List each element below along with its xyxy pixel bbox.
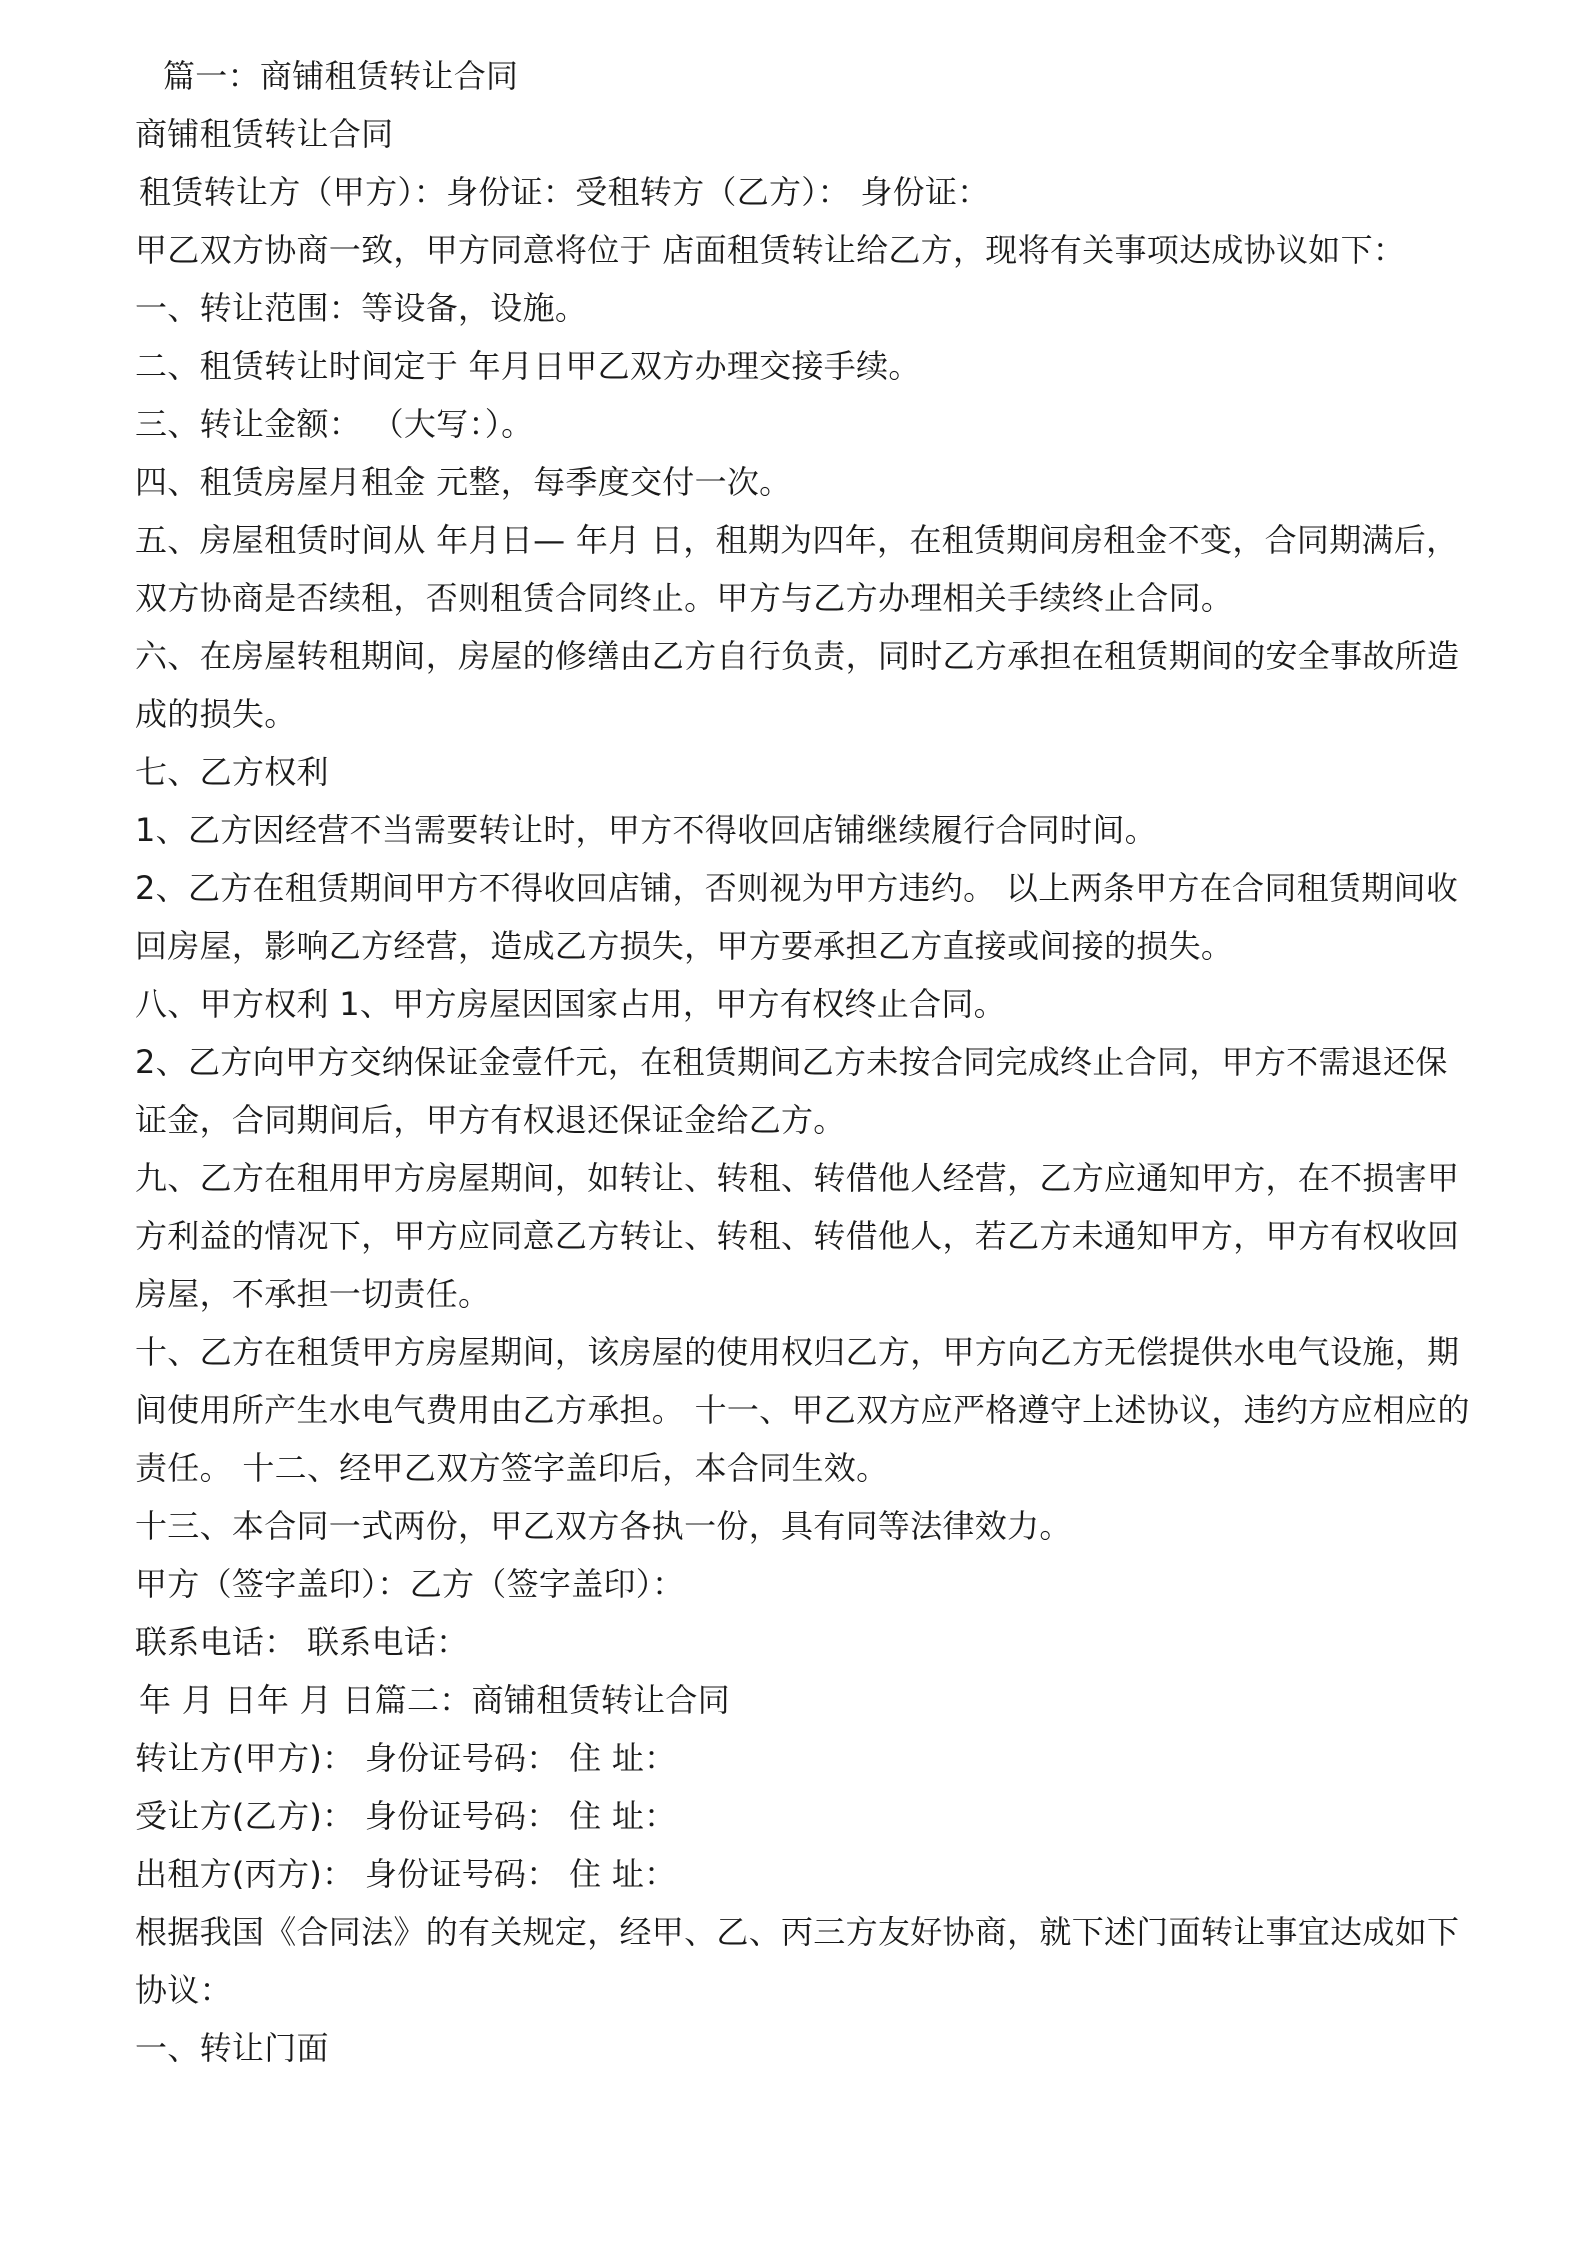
clause-9-cont-2: 房屋，不承担一切责任。: [135, 1275, 491, 1313]
signature-line: 甲方（签字盖印）：乙方（签字盖印）：: [135, 1565, 685, 1603]
clause-10-cont-2: 责任。 十二、经甲乙双方签字盖印后，本合同生效。: [135, 1449, 889, 1487]
clause-1: 一、转让范围：等设备，设施。: [135, 289, 588, 327]
clause-4: 四、租赁房屋月租金 元整，每季度交付一次。: [135, 463, 792, 501]
clause-7-heading: 七、乙方权利: [135, 753, 329, 791]
part-two-clause-1: 一、转让门面: [135, 2029, 329, 2067]
clause-9-cont-1: 方利益的情况下，甲方应同意乙方转让、转租、转借他人，若乙方未通知甲方，甲方有权收回: [135, 1217, 1460, 1255]
preamble: 根据我国《合同法》的有关规定，经甲、乙、丙三方友好协商，就下述门面转让事宜达成如下: [135, 1913, 1460, 1951]
clause-10-cont-1: 间使用所产生水电气费用由乙方承担。 十一、甲乙双方应严格遵守上述协议，违约方应相应的: [135, 1391, 1470, 1429]
parties-line: 租赁转让方（甲方）：身份证：受租转方（乙方）： 身份证：: [139, 173, 990, 211]
clause-8-item-2-cont: 证金，合同期间后，甲方有权退还保证金给乙方。: [135, 1101, 846, 1139]
party-lessor: 出租方(丙方)： 身份证号码： 住 址：: [135, 1855, 677, 1893]
date-and-part-two: 年 月 日年 月 日篇二：商铺租赁转让合同: [139, 1681, 730, 1719]
clause-2: 二、租赁转让时间定于 年月日甲乙双方办理交接手续。: [135, 347, 921, 385]
clause-6-cont: 成的损失。: [135, 695, 297, 733]
party-transferee: 受让方(乙方)： 身份证号码： 住 址：: [135, 1797, 677, 1835]
clause-13: 十三、本合同一式两份，甲乙双方各执一份，具有同等法律效力。: [135, 1507, 1072, 1545]
clause-10: 十、乙方在租赁甲方房屋期间，该房屋的使用权归乙方，甲方向乙方无偿提供水电气设施，期: [135, 1333, 1460, 1371]
text-line: 甲乙双方协商一致，甲方同意将位于 店面租赁转让给乙方，现将有关事项达成协议如下：: [135, 231, 1406, 269]
contract-title: 商铺租赁转让合同: [135, 115, 394, 153]
clause-7-item-1: 1、乙方因经营不当需要转让时，甲方不得收回店铺继续履行合同时间。: [135, 811, 1157, 849]
section-title-part-one: 篇一：商铺租赁转让合同: [163, 57, 519, 95]
phone-line: 联系电话： 联系电话：: [135, 1623, 469, 1661]
clause-9: 九、乙方在租用甲方房屋期间，如转让、转租、转借他人经营，乙方应通知甲方，在不损害甲: [135, 1159, 1460, 1197]
clause-3: 三、转让金额： （大写：）。: [135, 405, 534, 443]
clause-8-item-2: 2、乙方向甲方交纳保证金壹仟元，在租赁期间乙方未按合同完成终止合同，甲方不需退还保: [135, 1043, 1448, 1081]
clause-6: 六、在房屋转租期间，房屋的修缮由乙方自行负责，同时乙方承担在租赁期间的安全事故所造: [135, 637, 1460, 675]
clause-5-cont: 双方协商是否续租，否则租赁合同终止。甲方与乙方办理相关手续终止合同。: [135, 579, 1234, 617]
clause-5: 五、房屋租赁时间从 年月日— 年月 日，租期为四年，在租赁期间房租金不变，合同期满后，: [135, 521, 1459, 559]
party-transferor: 转让方(甲方)： 身份证号码： 住 址：: [135, 1739, 677, 1777]
clause-7-item-2-cont: 回房屋，影响乙方经营，造成乙方损失，甲方要承担乙方直接或间接的损失。: [135, 927, 1234, 965]
clause-8: 八、甲方权利 1、甲方房屋因国家占用，甲方有权终止合同。: [135, 985, 1006, 1023]
clause-7-item-2: 2、乙方在租赁期间甲方不得收回店铺，否则视为甲方违约。 以上两条甲方在合同租赁期间收: [135, 869, 1459, 907]
preamble-cont: 协议：: [135, 1971, 232, 2009]
